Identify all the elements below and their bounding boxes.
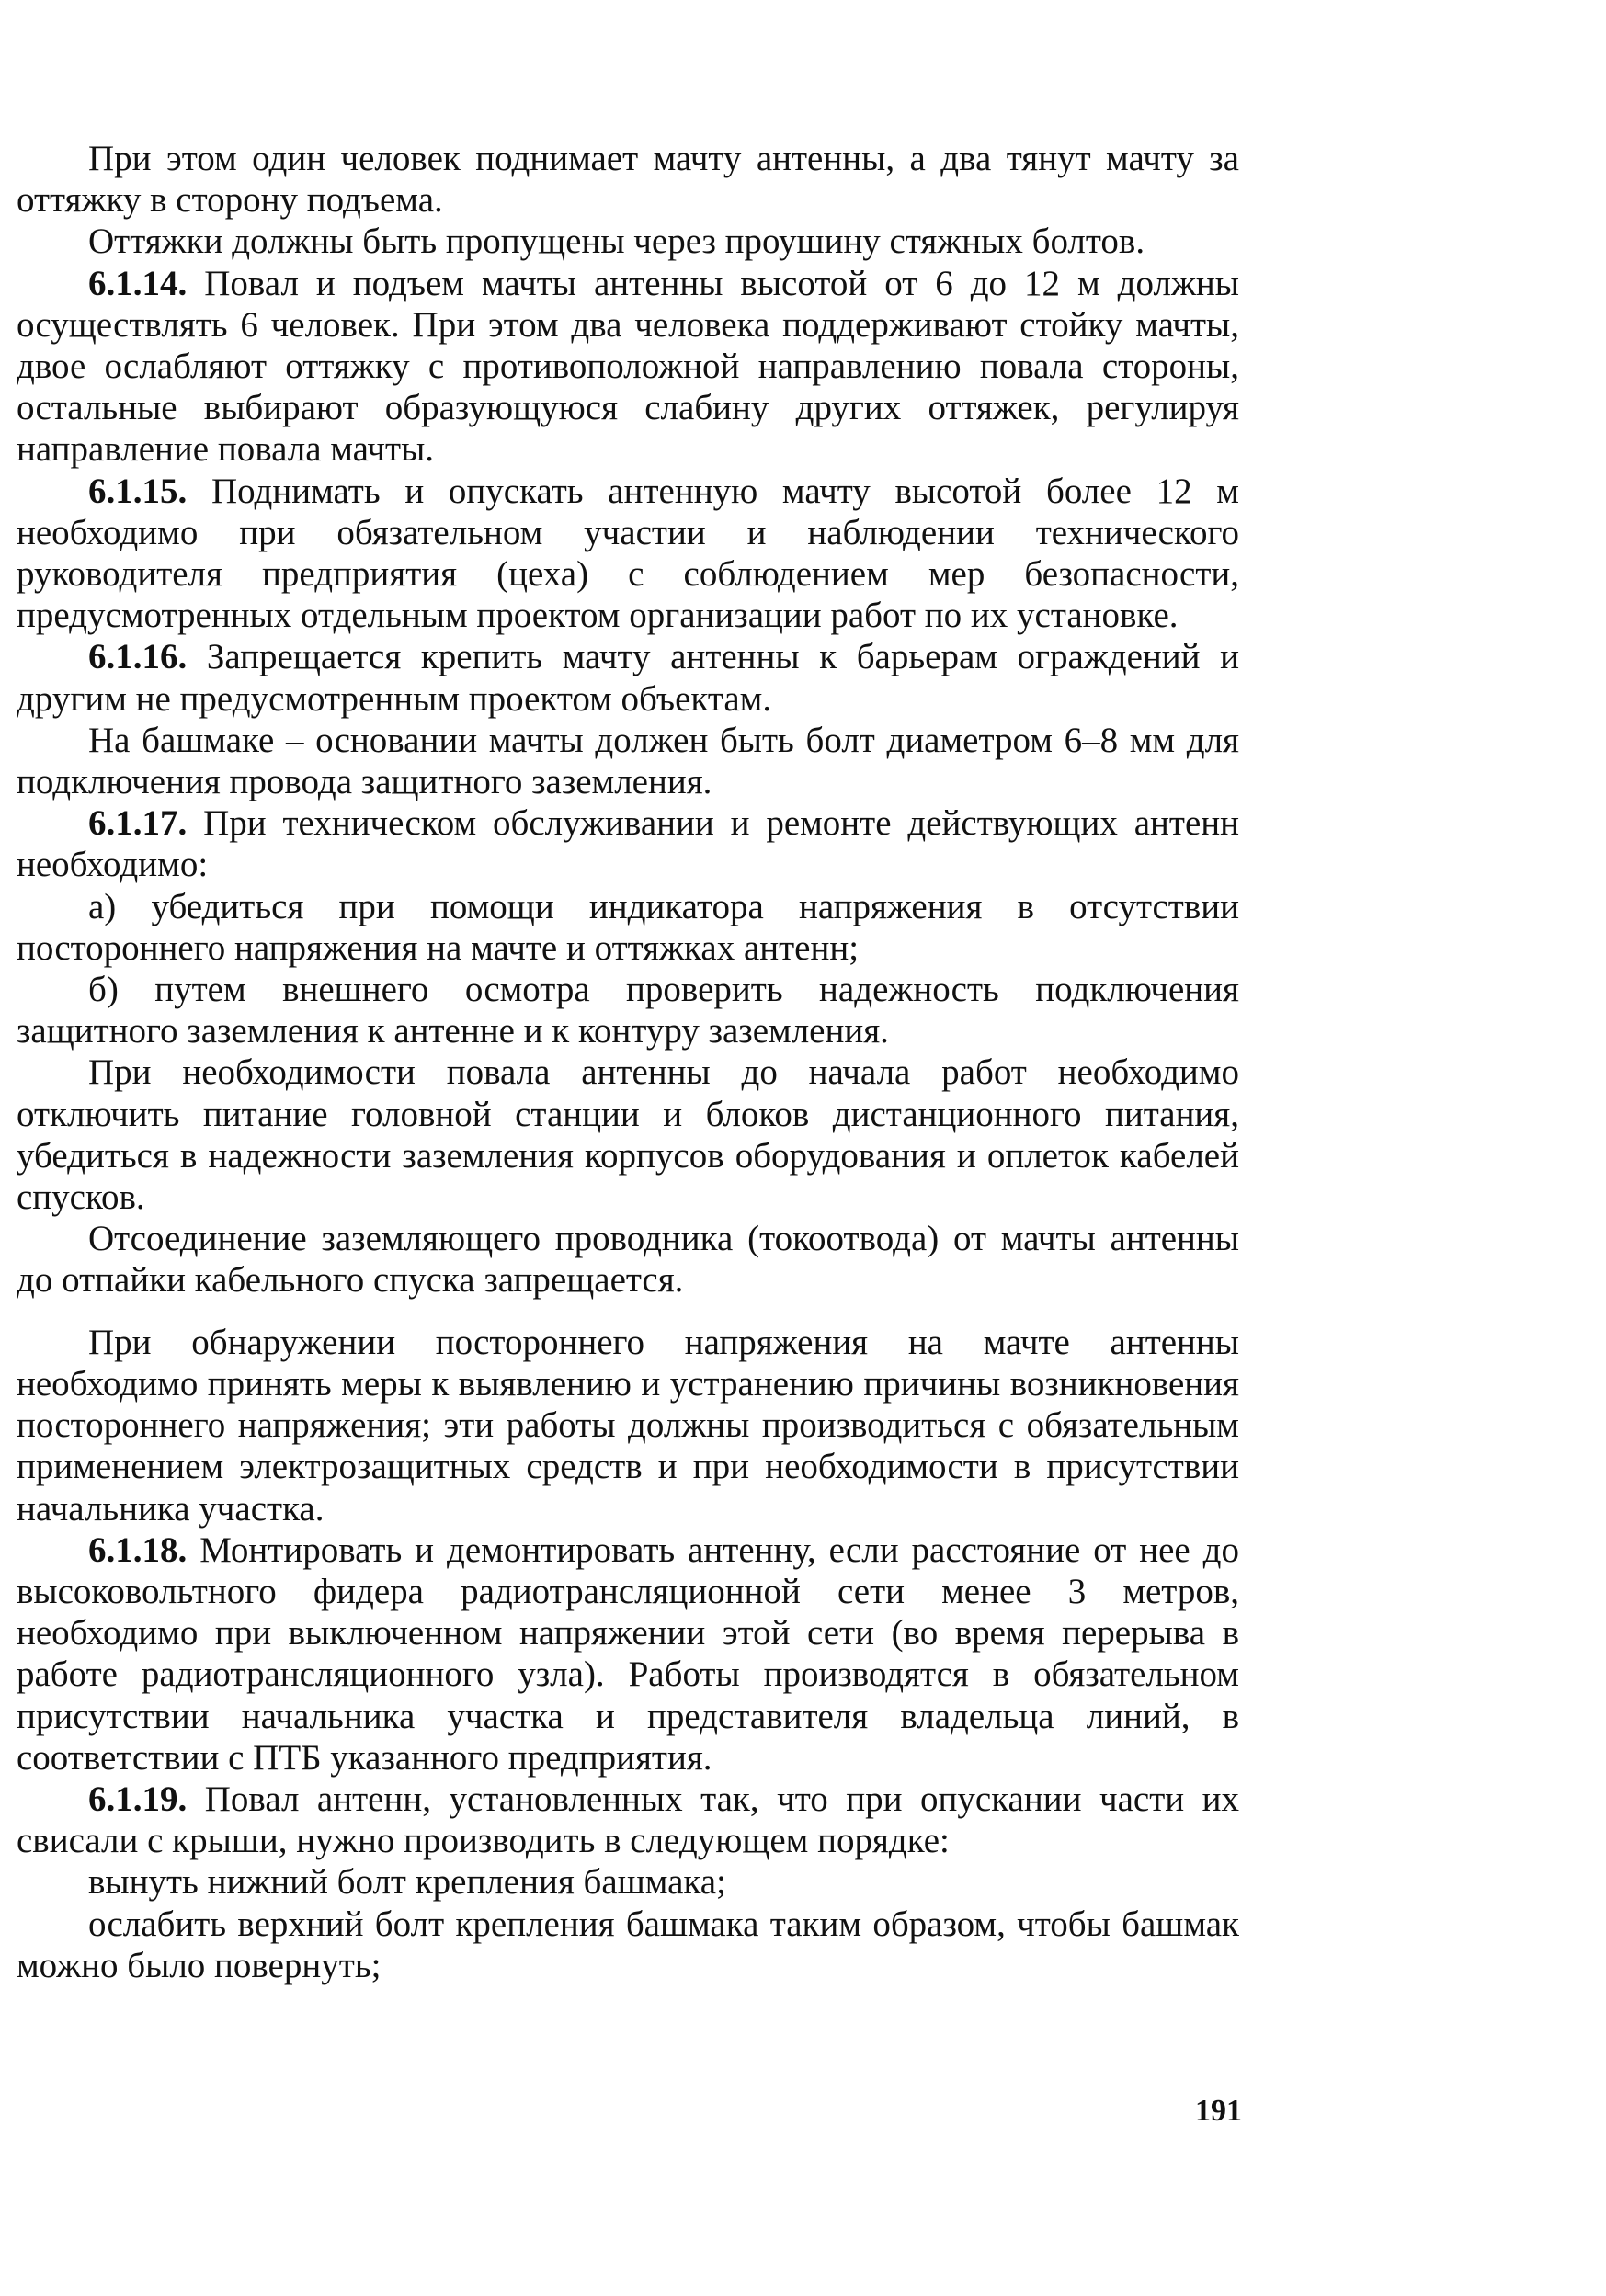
paragraph [17, 1904, 1239, 1986]
paragraph [17, 969, 1239, 1051]
paragraph [17, 263, 1239, 471]
clause-number: 6.1.17. [88, 803, 188, 844]
paragraph [17, 221, 1239, 262]
paragraph [17, 720, 1239, 802]
paragraph-text: При техническом обслуживании и ремонте действующих антенн необходимо: [17, 803, 1239, 885]
paragraph-text: Отсоединение заземляющего проводника (токоотвода) от мачты антенны до отпайки кабельного спуска запрещается. [17, 1219, 1239, 1301]
page-number: 191 [1195, 2094, 1242, 2128]
body-text [17, 138, 1239, 1986]
paragraph-text: Повал и подъем мачты антенны высотой от 6 до 12 м должны осуществлять 6 человек. При этом два человека поддерживают стойку мачты, двое ослабляют оттяжку с противоположной направлению повала стороны, остальные выбирают образующуюся слабину других оттяжек, регулируя направление повала мачты. [17, 263, 1239, 470]
clause-number: 6.1.19. [88, 1779, 188, 1819]
paragraph-text: а) убедиться при помощи индикатора напряжения в отсутствии постороннего напряжения на мачте и оттяжках антенн; [17, 886, 1239, 968]
clause-number: 6.1.16. [88, 637, 188, 677]
paragraph-text: На башмаке – основании мачты должен быть болт диаметром 6–8 мм для подключения провода защитного заземления. [17, 720, 1239, 802]
paragraph [17, 886, 1239, 969]
paragraph-text: При необходимости повала антенны до начала работ необходимо отключить питание головной станции и блоков дистанционного питания, убедиться в надежности заземления корпусов оборудования и оплеток кабелей спусков. [17, 1052, 1239, 1218]
paragraph-text: вынуть нижний болт крепления башмака; [88, 1862, 726, 1903]
paragraph [17, 636, 1239, 719]
paragraph [17, 1779, 1239, 1861]
paragraph [17, 802, 1239, 885]
clause-number: 6.1.18. [88, 1529, 188, 1570]
paragraph-text: Повал антенн, установленных так, что при опускании части их свисали с крыши, нужно производить в следующем порядке: [17, 1779, 1239, 1861]
paragraph-text: Поднимать и опускать антенную мачту высотой более 12 м необходимо при обязательном участии и наблюдении технического руководителя предприятия (цеха) с соблюдением мер безопасности, предусмотренных отдельным проектом организации работ по их установке. [17, 471, 1239, 636]
paragraph [17, 1861, 1239, 1903]
clause-number: 6.1.15. [88, 471, 188, 511]
paragraph-text: ослабить верхний болт крепления башмака таким образом, чтобы башмак можно было повернуть; [17, 1904, 1239, 1985]
paragraph-text: При обнаружении постороннего напряжения на мачте антенны необходимо принять меры к выявлению и устранению причины возникновения постороннего напряжения; эти работы должны производиться с обязательным применением электрозащитных средств и при необходимости в присутствии начальника участка. [17, 1322, 1239, 1529]
paragraph [17, 1218, 1239, 1301]
clause-number: 6.1.14. [88, 263, 188, 303]
paragraph-text: б) путем внешнего осмотра проверить надежность подключения защитного заземления к антенне и к контуру заземления. [17, 970, 1239, 1051]
paragraph [17, 138, 1239, 221]
paragraph-text: Монтировать и демонтировать антенну, если расстояние от нее до высоковольтного фидера радиотрансляционной сети менее 3 метров, необходимо при выключенном напряжении этой сети (во время перерыва в работе радиотрансляционного узла). Работы производятся в обязательном присутствии начальника участка и представителя владельца линий, в соответствии с ПТБ указанного предприятия. [17, 1529, 1239, 1778]
paragraph-text: Запрещается крепить мачту антенны к барьерам ограждений и другим не предусмотренным проектом объектам. [17, 637, 1239, 719]
paragraph-text: Оттяжки должны быть пропущены через проушину стяжных болтов. [88, 222, 1145, 262]
paragraph [17, 471, 1239, 637]
paragraph [17, 1529, 1239, 1779]
paragraph-text: При этом один человек поднимает мачту антенны, а два тянут мачту за оттяжку в сторону подъема. [17, 139, 1239, 221]
paragraph [17, 1051, 1239, 1218]
paragraph [17, 1322, 1239, 1529]
